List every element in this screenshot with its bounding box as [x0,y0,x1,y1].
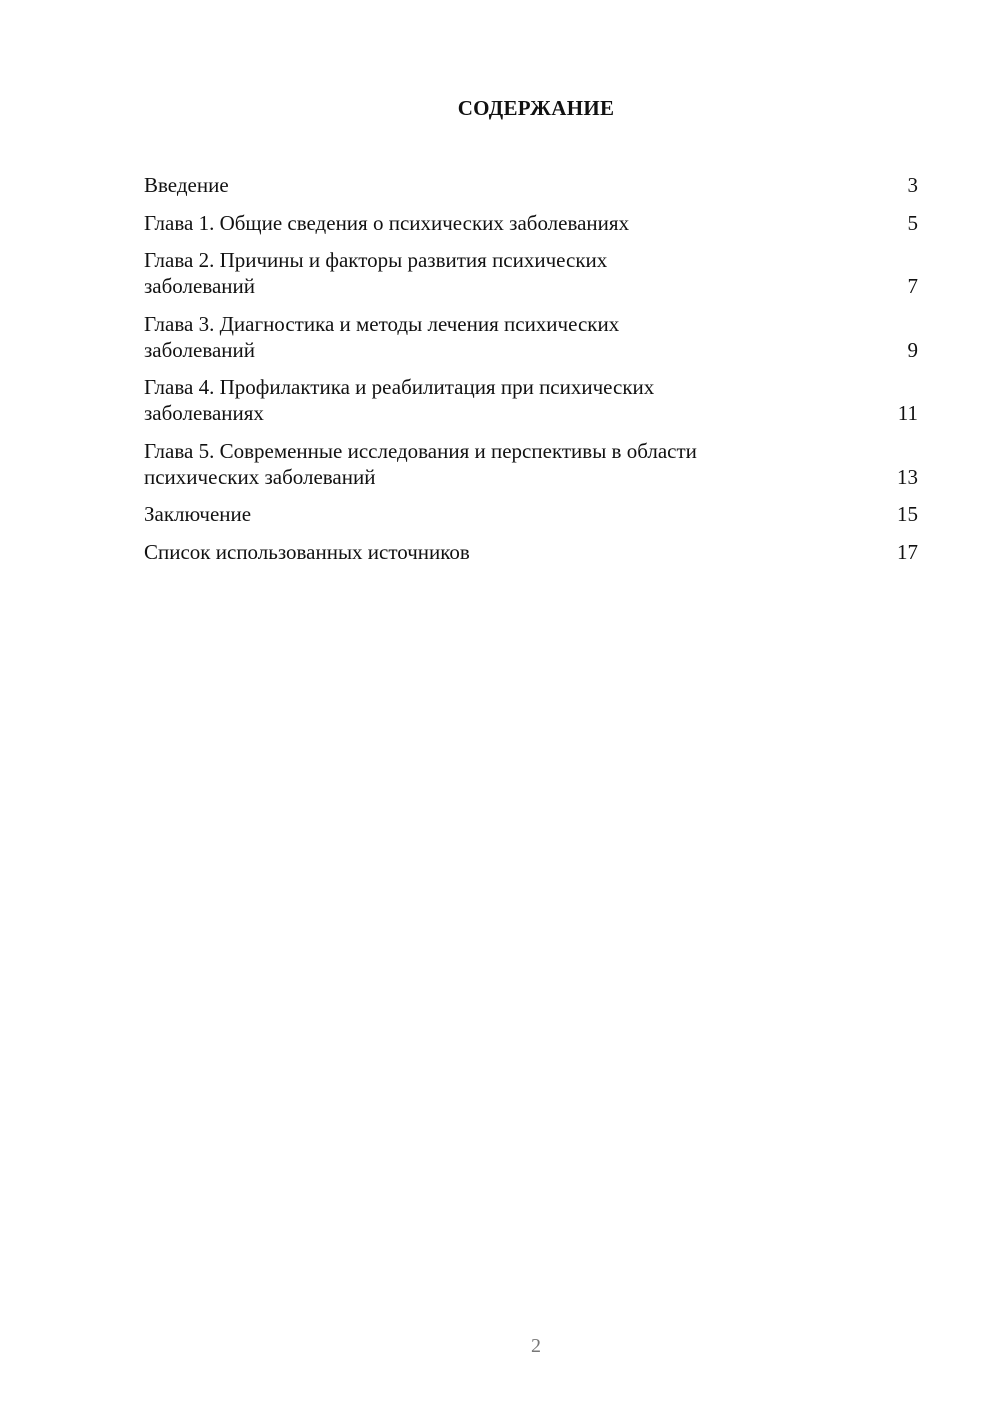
page-title: СОДЕРЖАНИЕ [457,96,615,120]
toc-entry-page: 15 [897,502,918,526]
toc-entry-title: Глава 1. Общие сведения о психических заболеваниях [144,210,630,235]
toc-entry-title-continuation: заболеваний [144,337,255,362]
toc-entry-title: Список использованных источников [144,539,470,564]
toc-entry-title: Глава 2. Причины и факторы развития психических [144,248,608,272]
toc-entry-page: 13 [897,464,918,489]
toc-entry-title-continuation: психических заболеваний [144,464,376,489]
toc-entry-chapter-5[interactable] [144,438,918,490]
toc-entry-introduction[interactable] [144,172,918,198]
toc-entry-title-continuation: заболеваниях [144,401,264,425]
toc-entry-chapter-3[interactable] [144,311,918,363]
toc-entry-title-continuation: заболеваний [144,274,255,298]
toc-entry-page: 3 [907,173,918,197]
toc-entry-title: Глава 5. Современные исследования и перспективы в области [144,438,697,463]
toc-entry-conclusion[interactable] [144,501,918,527]
toc-entry-chapter-4[interactable] [144,374,918,426]
toc-entry-chapter-1[interactable] [144,210,918,236]
toc-entry-title: Глава 4. Профилактика и реабилитация при психических [144,375,655,399]
toc-entry-page: 5 [907,210,918,235]
toc-entry-page: 11 [897,401,918,425]
toc-entry-page: 7 [907,274,918,298]
toc-entry-chapter-2[interactable] [144,247,918,299]
toc-entry-title: Заключение [144,502,252,526]
toc-entry-references[interactable] [144,539,918,565]
toc-entry-title: Введение [144,173,229,197]
page-number: 2 [531,1335,541,1357]
toc-entry-page: 17 [897,539,918,564]
table-of-contents [144,172,918,576]
toc-entry-page: 9 [907,337,918,362]
toc-entry-title: Глава 3. Диагностика и методы лечения психических [144,311,620,336]
